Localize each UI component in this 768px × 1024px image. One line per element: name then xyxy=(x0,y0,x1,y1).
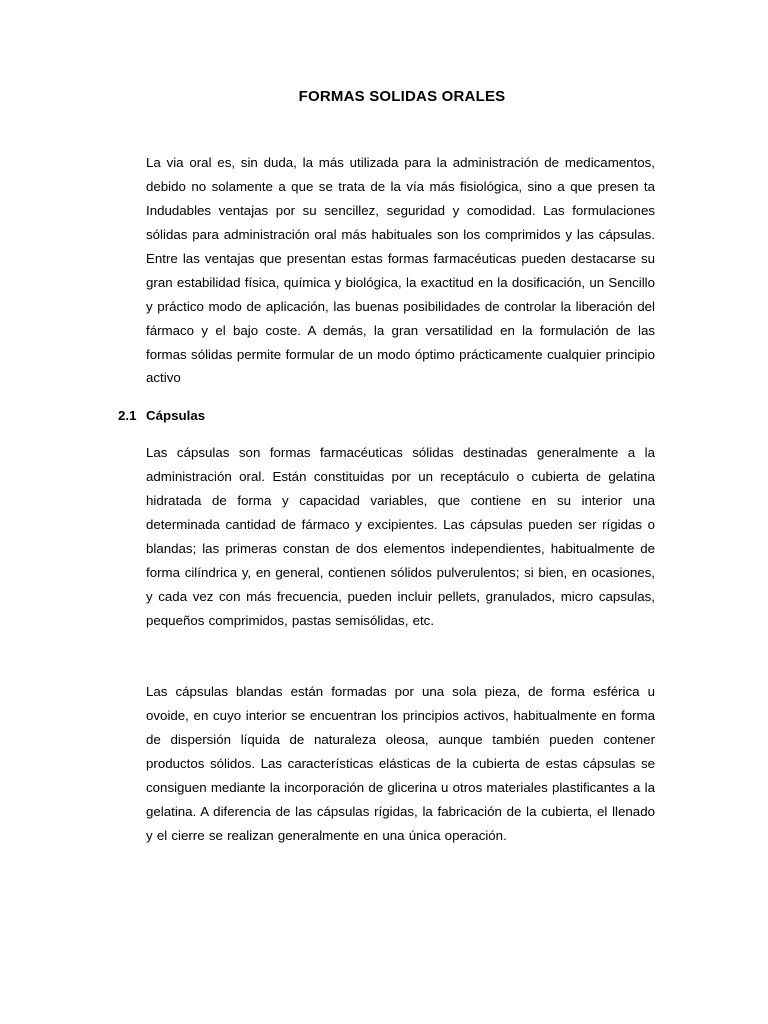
document-title: FORMAS SOLIDAS ORALES xyxy=(298,88,506,105)
section-heading xyxy=(118,404,205,428)
intro-paragraph: La via oral es, sin duda, la más utilizada para la administración de medicamentos, debido no solamente a que se trata de la vía más fisiológica, sino a que presen ta Indudables ventajas por su sencillez, seguridad y comodidad. Las formulaciones sólidas para administración oral más habituales son los comprimidos y las cápsulas. Entre las ventajas que presentan estas formas farmacéuticas pueden destacarse su gran estabilidad física, química y biológica, la exactitud en la dosificación, un Sencillo y práctico modo de aplicación, las buenas posibilidades de controlar la liberación del fármaco y el bajo coste. A demás, la gran versatilidad en la formulación de las formas sólidas permite formular de un modo óptimo prácticamente cualquier principio activo xyxy=(146,155,655,386)
capsulas-paragraph: Las cápsulas son formas farmacéuticas sólidas destinadas generalmente a la administración oral. Están constituidas por un receptáculo o cubierta de gelatina hidratada de forma y capacidad variables, que contiene en su interior una determinada cantidad de fármaco y excipientes. Las cápsulas pueden ser rígidas o blandas; las primeras constan de dos elementos independientes, habitualmente de forma cilíndrica y, en general, contienen sólidos pulverulentos; si bien, en ocasiones, y cada vez con más frecuencia, pueden incluir pellets, granulados, micro capsulas, pequeños comprimidos, pastas semisólidas, etc. xyxy=(146,445,655,628)
section-title: Cápsulas xyxy=(146,408,206,423)
section-number: 2.1 xyxy=(118,408,137,423)
capsulas-blandas-paragraph: Las cápsulas blandas están formadas por una sola pieza, de forma esférica u ovoide, en cuyo interior se encuentran los principios activos, habitualmente en forma de dispersión líquida de naturaleza oleosa, aunque también pueden contener productos sólidos. Las características elásticas de la cubierta de estas cápsulas se consiguen mediante la incorporación de glicerina u otros materiales plastificantes a la gelatina. A diferencia de las cápsulas rígidas, la fabricación de la cubierta, el llenado y el cierre se realizan generalmente en una única operación. xyxy=(146,684,655,843)
